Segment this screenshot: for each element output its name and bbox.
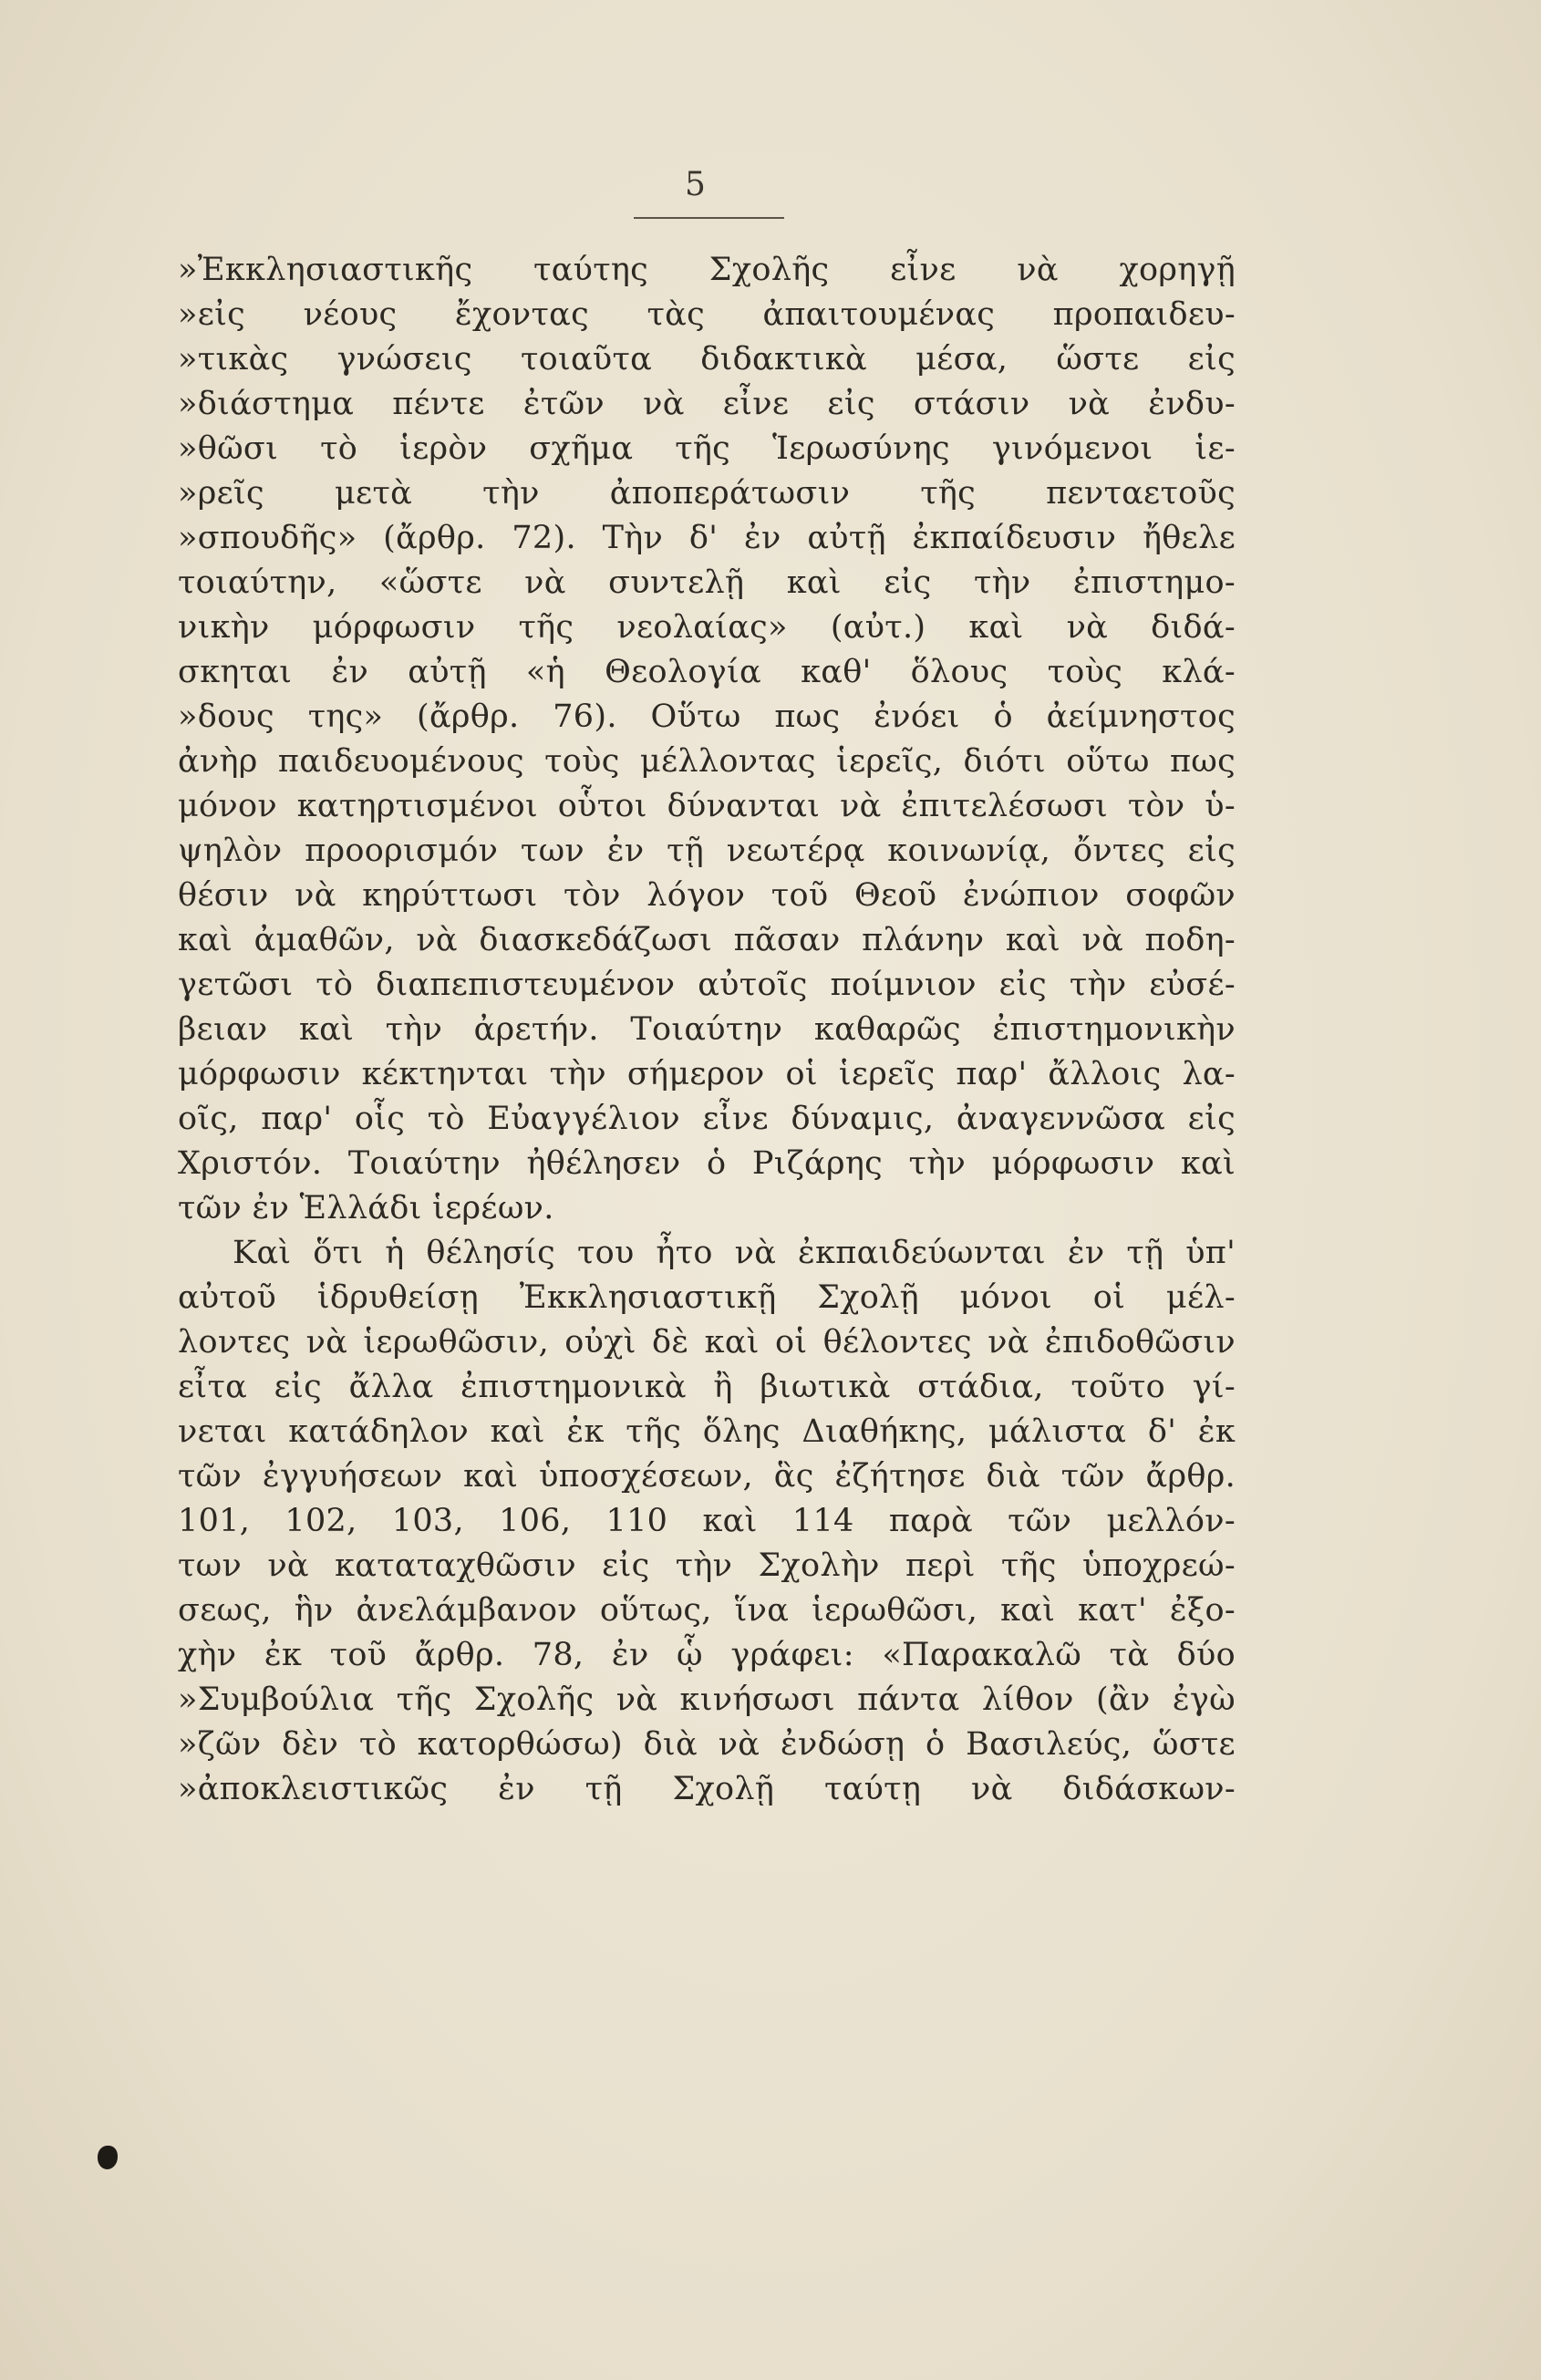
text-line: ψηλὸν προορισμόν των ἐν τῇ νεωτέρᾳ κοινωνίᾳ, ὄντες εἰς <box>178 833 1236 869</box>
text-line: νικὴν μόρφωσιν τῆς νεολαίας» (αὐτ.) καὶ νὰ διδά- <box>178 609 1236 646</box>
text-line: »σπουδῆς» (ἄρθρ. 72). Τὴν δ' ἐν αὐτῇ ἐκπαίδευσιν ἤθελε <box>178 520 1236 556</box>
text-line: καὶ ἀμαθῶν, νὰ διασκεδάζωσι πᾶσαν πλάνην καὶ νὰ ποδη- <box>178 922 1236 958</box>
text-line: »ἀποκλειστικῶς ἐν τῇ Σχολῇ ταύτῃ νὰ διδάσκων- <box>178 1771 1236 1807</box>
text-line: »ρεῖς μετὰ τὴν ἀποπεράτωσιν τῆς πενταετοῦς <box>178 475 1236 512</box>
header-rule <box>634 217 784 219</box>
text-line: μόρφωσιν κέκτηνται τὴν σήμερον οἱ ἱερεῖς παρ' ἄλλοις λα- <box>178 1056 1236 1092</box>
text-line: αὐτοῦ ἱδρυθείσῃ Ἐκκλησιαστικῇ Σχολῇ μόνοι οἱ μέλ- <box>178 1279 1236 1316</box>
text-line: θέσιν νὰ κηρύττωσι τὸν λόγον τοῦ Θεοῦ ἐνώπιον σοφῶν <box>178 877 1236 914</box>
text-line: »δους της» (ἄρθρ. 76). Οὕτω πως ἐνόει ὁ ἀείμνηστος <box>178 698 1236 735</box>
text-line: τοιαύτην, «ὥστε νὰ συντελῇ καὶ εἰς τὴν ἐπιστημο- <box>178 564 1236 601</box>
text-line: »διάστημα πέντε ἐτῶν νὰ εἶνε εἰς στάσιν νὰ ἐνδυ- <box>178 386 1236 422</box>
text-line: »εἰς νέους ἔχοντας τὰς ἀπαιτουμένας προπαιδευ- <box>178 296 1236 333</box>
body-text <box>178 248 1236 1812</box>
page-number: 5 <box>685 166 706 203</box>
text-line: λοντες νὰ ἱερωθῶσιν, οὐχὶ δὲ καὶ οἱ θέλοντες νὰ ἐπιδοθῶσιν <box>178 1324 1236 1361</box>
text-line: νεται κατάδηλον καὶ ἐκ τῆς ὅλης Διαθήκης, μάλιστα δ' ἐκ <box>178 1413 1236 1450</box>
text-line: Χριστόν. Τοιαύτην ἠθέλησεν ὁ Ριζάρης τὴν μόρφωσιν καὶ <box>178 1145 1236 1182</box>
text-line: βειαν καὶ τὴν ἀρετήν. Τοιαύτην καθαρῶς ἐπιστημονικὴν <box>178 1011 1236 1048</box>
text-line: εἶτα εἰς ἄλλα ἐπιστημονικὰ ἢ βιωτικὰ στάδια, τοῦτο γί- <box>178 1369 1236 1405</box>
text-line: »Συμβούλια τῆς Σχολῆς νὰ κινήσωσι πάντα λίθον (ἂν ἐγὼ <box>178 1682 1236 1718</box>
paragraph-start-line: Καὶ ὅτι ἡ θέλησίς του ἦτο νὰ ἐκπαιδεύωνται ἐν τῇ ὑπ' <box>233 1235 1236 1271</box>
text-line: χὴν ἐκ τοῦ ἄρθρ. 78, ἐν ᾧ γράφει: «Παρακαλῶ τὰ δύο <box>178 1637 1236 1673</box>
text-line: γετῶσι τὸ διαπεπιστευμένον αὐτοῖς ποίμνιον εἰς τὴν εὐσέ- <box>178 967 1236 1003</box>
text-line: τῶν ἐν Ἑλλάδι ἱερέων. <box>178 1190 554 1226</box>
text-line: σεως, ἣν ἀνελάμβανον οὕτως, ἵνα ἱερωθῶσι, καὶ κατ' ἐξο- <box>178 1592 1236 1629</box>
text-line: τῶν ἐγγυήσεων καὶ ὑποσχέσεων, ἃς ἐζήτησε διὰ τῶν ἄρθρ. <box>178 1458 1236 1495</box>
text-line: »Ἐκκλησιαστικῆς ταύτης Σχολῆς εἶνε νὰ χορηγῇ <box>178 252 1236 288</box>
text-line: 101, 102, 103, 106, 110 καὶ 114 παρὰ τῶν μελλόν- <box>178 1503 1236 1539</box>
text-line: »θῶσι τὸ ἱερὸν σχῆμα τῆς Ἱερωσύνης γινόμενοι ἱε- <box>178 430 1236 467</box>
text-line: »τικὰς γνώσεις τοιαῦτα διδακτικὰ μέσα, ὥστε εἰς <box>178 341 1236 378</box>
text-line: οῖς, παρ' οἷς τὸ Εὐαγγέλιον εἶνε δύναμις, ἀναγεννῶσα εἰς <box>178 1101 1236 1137</box>
text-line: των νὰ καταταχθῶσιν εἰς τὴν Σχολὴν περὶ τῆς ὑποχρεώ- <box>178 1547 1236 1584</box>
text-line: »ζῶν δὲν τὸ κατορθώσω) διὰ νὰ ἐνδώσῃ ὁ Βασιλεύς, ὥστε <box>178 1726 1236 1763</box>
text-line: σκηται ἐν αὐτῇ «ἡ Θεολογία καθ' ὅλους τοὺς κλά- <box>178 654 1236 690</box>
text-line: μόνον κατηρτισμένοι οὗτοι δύνανται νὰ ἐπιτελέσωσι τὸν ὑ- <box>178 788 1236 824</box>
text-line: ἀνὴρ παιδευομένους τοὺς μέλλοντας ἱερεῖς, διότι οὕτω πως <box>178 743 1236 780</box>
ink-blot-mark <box>98 2146 118 2169</box>
